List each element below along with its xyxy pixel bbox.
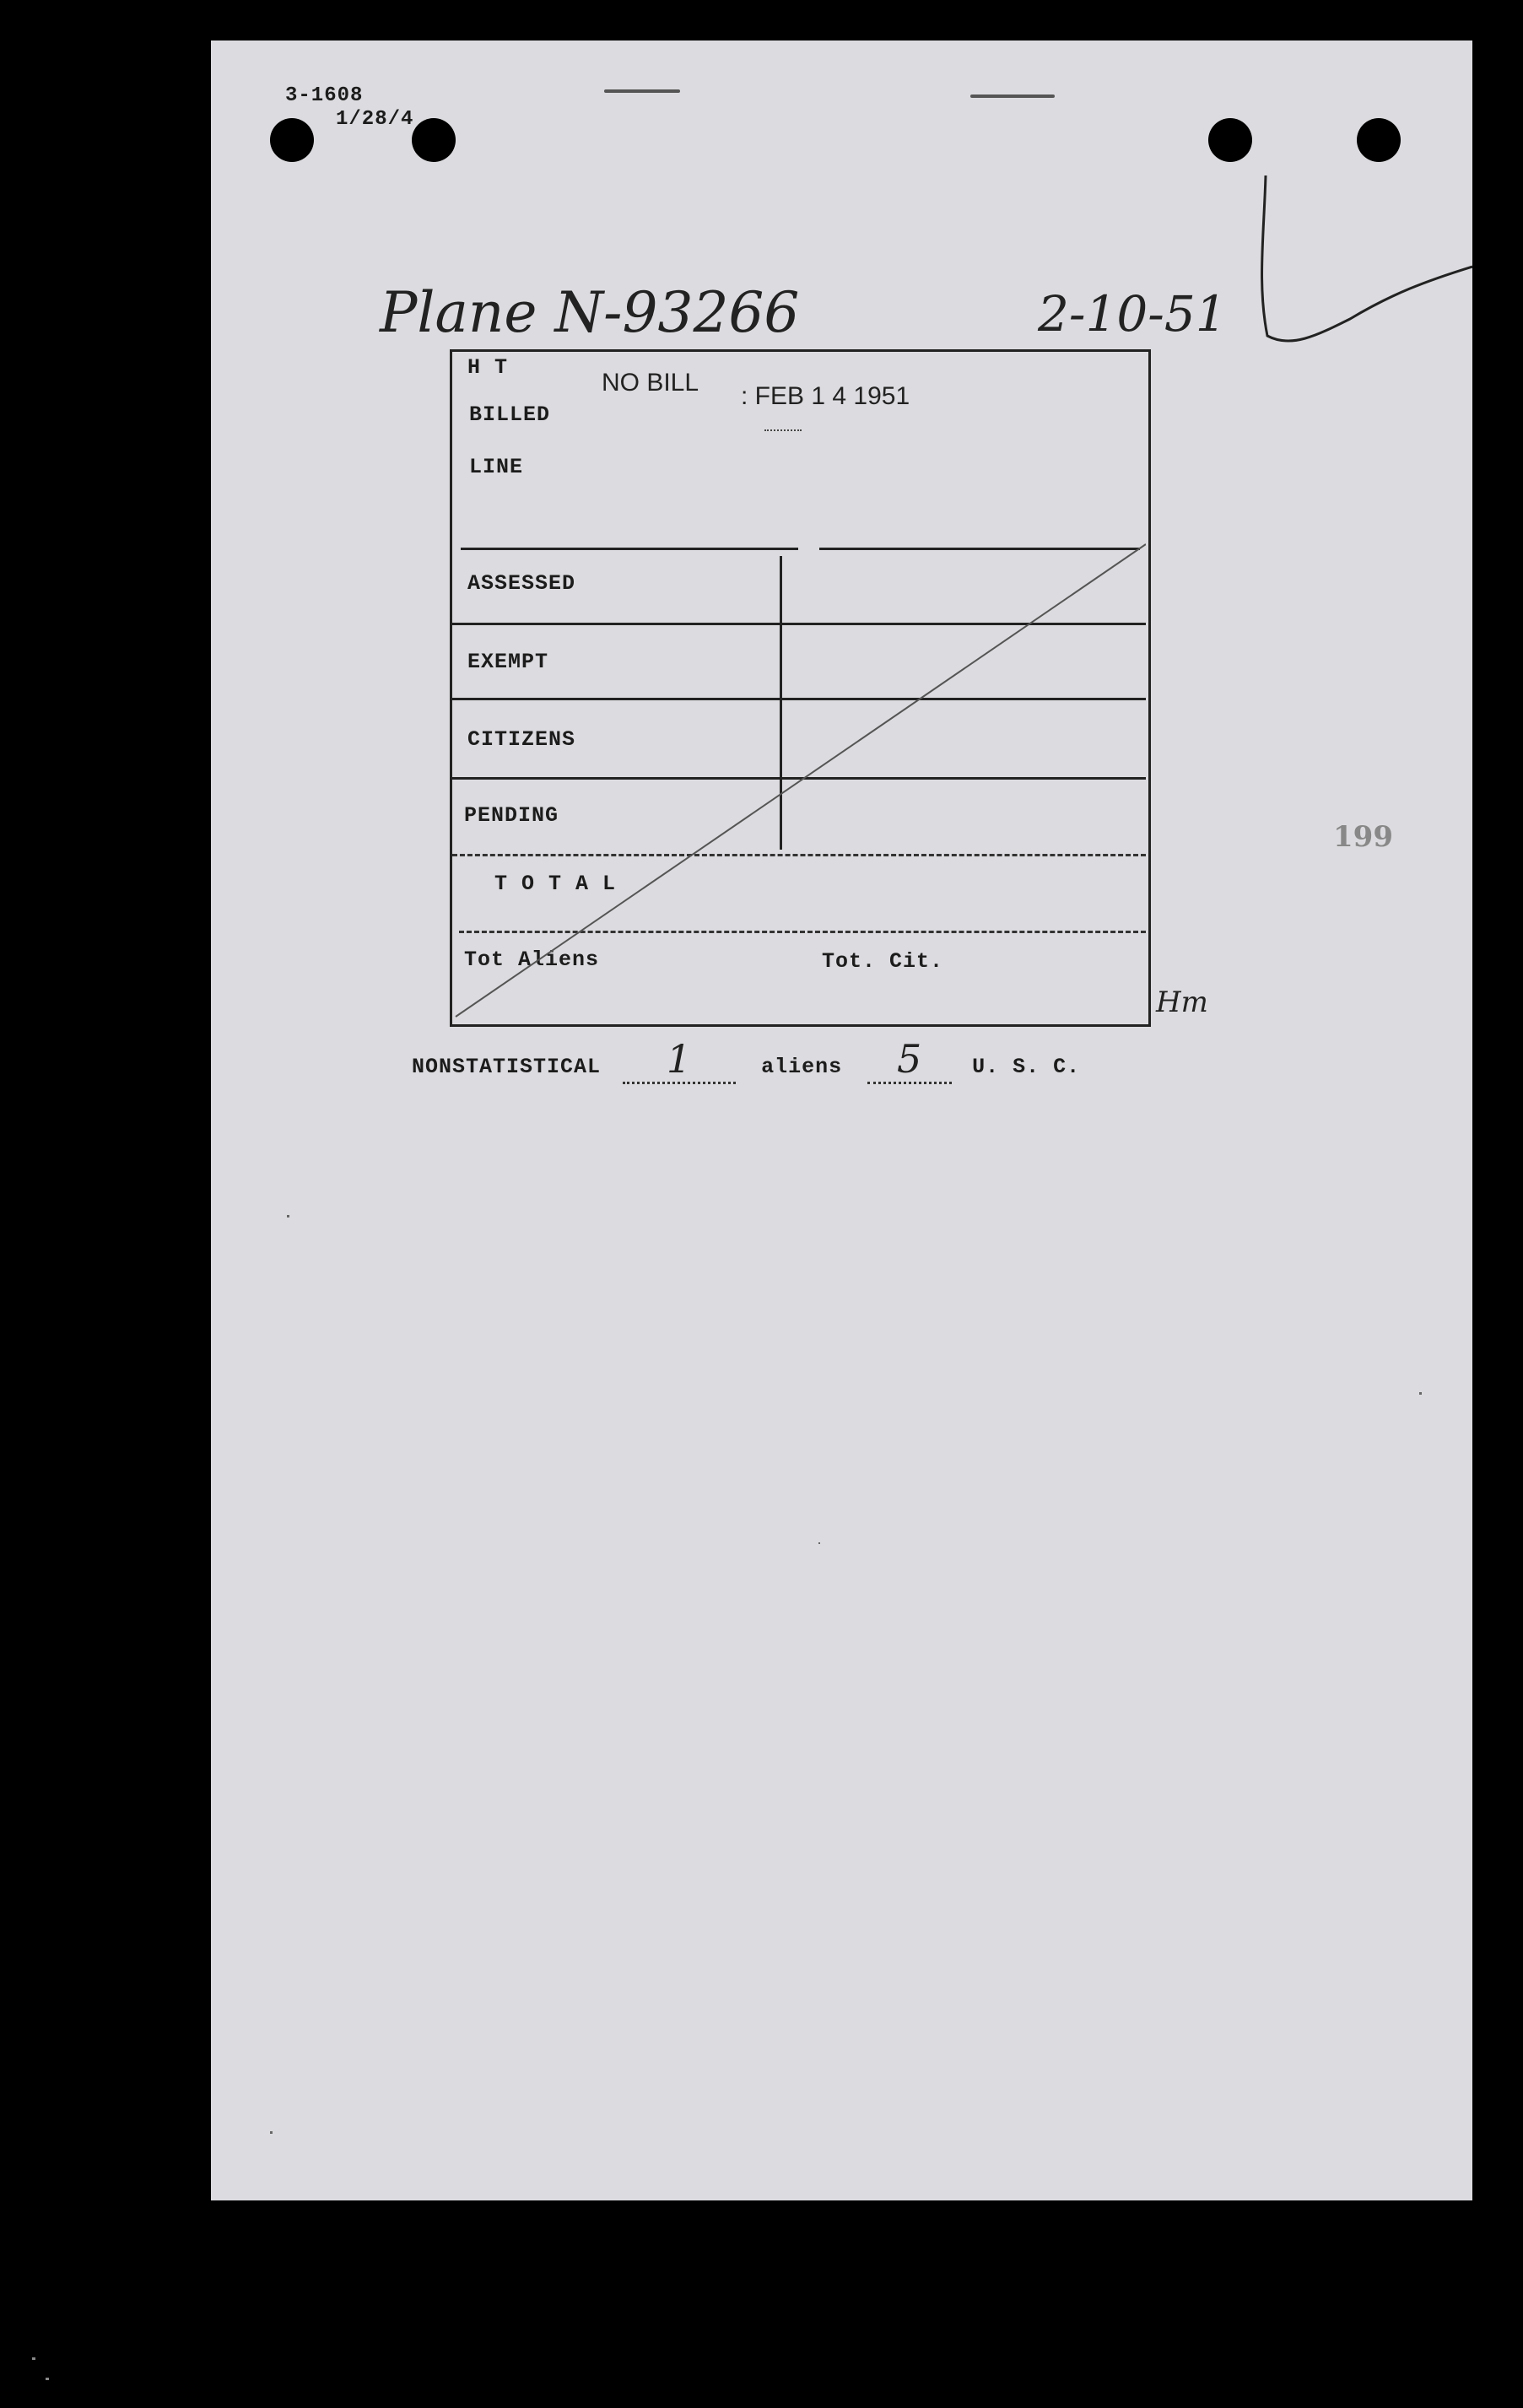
document-page: [211, 40, 1472, 2200]
form-number: 3-1608: [285, 84, 364, 107]
top-smudge-1: [604, 89, 680, 93]
speck-3: [818, 1542, 820, 1544]
page-number: 199: [1333, 820, 1393, 854]
punch-hole-left-b: [412, 118, 456, 162]
nonstatistical-label: NONSTATISTICAL: [412, 1055, 602, 1079]
tot-aliens-label: Tot Aliens: [464, 948, 600, 972]
punch-hole-right-b: [1357, 118, 1401, 162]
nonstatistical-line: [412, 1036, 1080, 1084]
nonstatistical-aliens-label: aliens: [761, 1055, 843, 1079]
total-label: T O T A L: [494, 872, 617, 896]
black-speck-2: [46, 2378, 49, 2380]
initials-handwritten: Hm: [1156, 985, 1208, 1019]
nonstatistical-usc-count: 5: [867, 1036, 952, 1084]
nonstatistical-aliens-count: 1: [623, 1036, 736, 1084]
speck-1: [287, 1215, 289, 1217]
punch-hole-left-a: [270, 118, 314, 162]
date-stamp: : FEB 1 4 1951: [741, 382, 910, 410]
plane-number-handwritten: Plane N-93266: [380, 280, 800, 345]
row-label-pending: PENDING: [464, 803, 559, 828]
check-mark-icon: [1223, 167, 1472, 370]
date-handwritten: 2-10-51: [1038, 285, 1227, 343]
tally-form: [450, 349, 1151, 1027]
billed-label: BILLED: [469, 402, 551, 427]
row-label-assessed: ASSESSED: [467, 571, 576, 596]
black-speck-1: [32, 2357, 35, 2360]
diagonal-strike-line: [452, 352, 1146, 1024]
speck-2: [1419, 1392, 1422, 1395]
row-label-exempt: EXEMPT: [467, 650, 549, 674]
top-smudge-2: [970, 94, 1055, 98]
speck-4: [270, 2131, 273, 2134]
form-revision: 1/28/4: [336, 108, 414, 131]
nonstatistical-usc-label: U. S. C.: [972, 1055, 1081, 1079]
tot-cit-label: Tot. Cit.: [822, 949, 944, 974]
punch-hole-right-a: [1208, 118, 1252, 162]
line-label: LINE: [469, 455, 524, 479]
ht-label: H T: [467, 355, 509, 380]
row-label-citizens: CITIZENS: [467, 727, 576, 752]
no-bill-stamp: NO BILL: [602, 369, 699, 397]
